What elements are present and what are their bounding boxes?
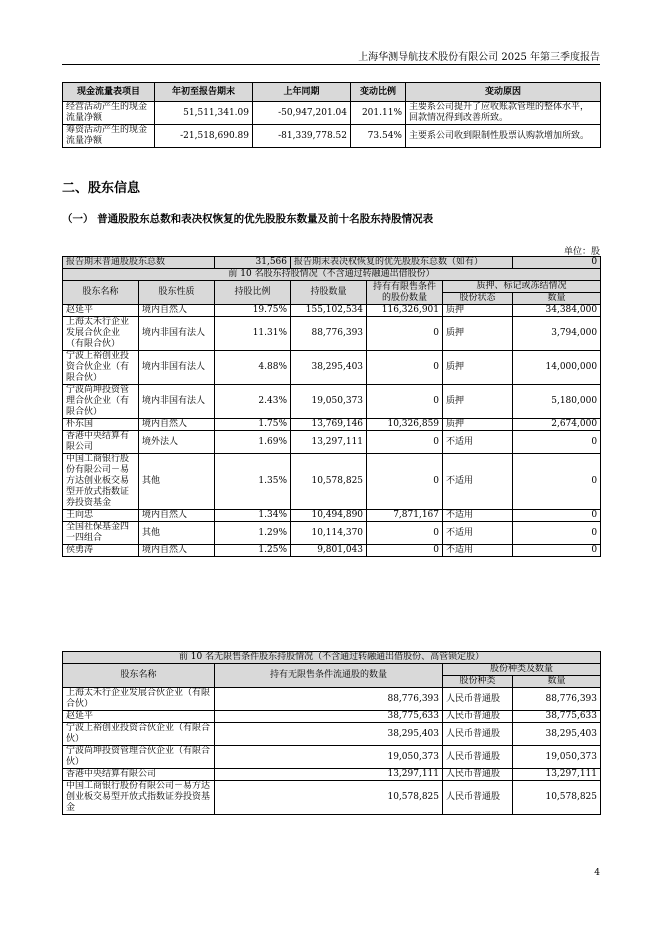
pledge-status: 质押 [443, 419, 513, 431]
shareholder-restricted: 0 [367, 545, 443, 557]
shareholder-restricted: 0 [367, 385, 443, 419]
shareholder-nature: 境内非国有法人 [139, 385, 215, 419]
nr-col-qty: 持有无限售条件流通股的数量 [215, 664, 443, 688]
nr-name: 宁波尚坤投资管理合伙企业（有限合伙） [63, 746, 215, 769]
cf-reason: 主要系公司提升了应收账款管理的整体水平，回款情况得到改善所致。 [406, 102, 601, 125]
nr-type: 人民币普通股 [443, 781, 513, 815]
shareholder-restricted: 0 [367, 351, 443, 385]
nr-type: 人民币普通股 [443, 746, 513, 769]
shareholder-nature: 其他 [139, 522, 215, 545]
pledge-status: 质押 [443, 351, 513, 385]
shareholder-restricted: 7,871,167 [367, 510, 443, 522]
nr-col-amount: 数量 [513, 676, 601, 688]
shareholder-nature: 境内非国有法人 [139, 351, 215, 385]
shareholder-qty: 10,494,890 [291, 510, 367, 522]
pledge-amount: 3,794,000 [513, 317, 601, 351]
unit-label: 单位：股 [563, 247, 600, 257]
table-row [63, 688, 601, 711]
pledge-amount: 2,674,000 [513, 419, 601, 431]
cf-current: 51,511,341.09 [155, 102, 253, 125]
table-row [63, 781, 601, 815]
shareholder-name: 朴东国 [63, 419, 139, 431]
table-row [63, 510, 601, 522]
nr-col-name: 股东名称 [63, 664, 215, 688]
top10-title: 前 10 名股东持股情况（不含通过转融通出借股份） [63, 269, 601, 281]
nr-amount: 38,775,633 [513, 711, 601, 723]
shareholder-nature: 境外法人 [139, 431, 215, 454]
table-row [63, 305, 601, 317]
nr-qty: 10,578,825 [215, 781, 443, 815]
shareholder-qty: 88,776,393 [291, 317, 367, 351]
cf-prior: -81,339,778.52 [253, 125, 351, 148]
nr-name: 香港中央结算有限公司 [63, 769, 215, 781]
pledge-status: 质押 [443, 385, 513, 419]
nr-amount: 38,295,403 [513, 723, 601, 746]
shareholder-ratio: 1.69% [215, 431, 291, 454]
cf-ratio: 201.11% [351, 102, 406, 125]
nr-name: 中国工商银行股份有限公司－易方达创业板交易型开放式指数证券投资基金 [63, 781, 215, 815]
pledge-status: 不适用 [443, 545, 513, 557]
pref-shareholders-label: 报告期末表决权恢复的优先股股东总数（如有） [291, 257, 513, 269]
shareholder-name: 中国工商银行股份有限公司－易方达创业板交易型开放式指数证券投资基金 [63, 454, 139, 510]
shareholder-restricted: 0 [367, 317, 443, 351]
cash-flow-table [62, 82, 601, 148]
shareholder-name: 宁波上裕创业投资合伙企业（有限合伙） [63, 351, 139, 385]
col-qty: 持股数量 [291, 281, 367, 305]
pref-shareholders-value: 0 [513, 257, 601, 269]
table-row [63, 545, 601, 557]
header-rule [62, 64, 600, 65]
cf-ratio: 73.54% [351, 125, 406, 148]
nr-name: 赵延平 [63, 711, 215, 723]
cf-item: 筹资活动产生的现金流量净额 [63, 125, 155, 148]
page-header: 上海华测导航技术股份有限公司 2025 年第三季度报告 [358, 52, 600, 63]
nr-amount: 13,297,111 [513, 769, 601, 781]
pledge-amount: 0 [513, 454, 601, 510]
shareholder-nature: 其他 [139, 454, 215, 510]
pledge-amount: 0 [513, 545, 601, 557]
pledge-amount: 14,000,000 [513, 351, 601, 385]
pledge-amount: 34,384,000 [513, 305, 601, 317]
cf-item: 经营活动产生的现金流量净额 [63, 102, 155, 125]
pledge-amount: 0 [513, 510, 601, 522]
shareholder-nature: 境内自然人 [139, 305, 215, 317]
shareholder-ratio: 19.75% [215, 305, 291, 317]
table-row [63, 125, 601, 148]
nr-col-kind: 股份种类及数量 [443, 664, 601, 676]
nr-qty: 88,776,393 [215, 688, 443, 711]
shareholder-nature: 境内自然人 [139, 545, 215, 557]
shareholder-qty: 155,102,534 [291, 305, 367, 317]
shareholder-name: 上海太禾行企业发展合伙企业（有限合伙） [63, 317, 139, 351]
nr-amount: 88,776,393 [513, 688, 601, 711]
shareholder-restricted: 116,326,901 [367, 305, 443, 317]
nr-amount: 10,578,825 [513, 781, 601, 815]
pledge-amount: 0 [513, 522, 601, 545]
col-amount: 数量 [513, 293, 601, 305]
table-row [63, 454, 601, 510]
nr-qty: 38,775,633 [215, 711, 443, 723]
table-row [63, 385, 601, 419]
nr-type: 人民币普通股 [443, 688, 513, 711]
shareholder-name: 王向忠 [63, 510, 139, 522]
shareholder-name: 侯勇涛 [63, 545, 139, 557]
shareholder-qty: 38,295,403 [291, 351, 367, 385]
col-restricted: 持有有限售条件的股份数量 [367, 281, 443, 305]
shareholder-ratio: 11.31% [215, 317, 291, 351]
shareholder-ratio: 2.43% [215, 385, 291, 419]
cf-col-current: 年初至报告期末 [155, 83, 253, 102]
shareholder-name: 全国社保基金四一四组合 [63, 522, 139, 545]
shareholder-restricted: 0 [367, 454, 443, 510]
shareholder-restricted: 0 [367, 522, 443, 545]
pledge-amount: 0 [513, 431, 601, 454]
shareholder-qty: 13,769,146 [291, 419, 367, 431]
shareholder-ratio: 1.34% [215, 510, 291, 522]
shareholder-qty: 19,050,373 [291, 385, 367, 419]
pledge-status: 不适用 [443, 454, 513, 510]
shareholder-nature: 境内自然人 [139, 419, 215, 431]
nr-type: 人民币普通股 [443, 723, 513, 746]
nr-type: 人民币普通股 [443, 711, 513, 723]
shareholders-table [62, 256, 601, 557]
unrestricted-shareholders-table [62, 651, 601, 815]
col-name: 股东名称 [63, 281, 139, 305]
table-row [63, 317, 601, 351]
nr-type: 人民币普通股 [443, 769, 513, 781]
table-row [63, 723, 601, 746]
cf-current: -21,518,690.89 [155, 125, 253, 148]
col-pledge: 质押、标记或冻结情况 [443, 281, 601, 293]
shareholder-qty: 10,114,370 [291, 522, 367, 545]
unrestricted-title: 前 10 名无限售条件股东持股情况（不含通过转融通出借股份、高管锁定股） [63, 652, 601, 664]
table-row [63, 746, 601, 769]
cf-col-ratio: 变动比例 [351, 83, 406, 102]
shareholder-ratio: 1.35% [215, 454, 291, 510]
total-shareholders-label: 报告期末普通股股东总数 [63, 257, 215, 269]
table-row [63, 522, 601, 545]
shareholder-qty: 9,801,043 [291, 545, 367, 557]
shareholder-ratio: 1.25% [215, 545, 291, 557]
table-row [63, 419, 601, 431]
pledge-status: 不适用 [443, 431, 513, 454]
table-row [63, 351, 601, 385]
col-nature: 股东性质 [139, 281, 215, 305]
nr-name: 宁波上裕创业投资合伙企业（有限合伙） [63, 723, 215, 746]
table-row [63, 431, 601, 454]
pledge-status: 不适用 [443, 510, 513, 522]
shareholder-restricted: 10,326,859 [367, 419, 443, 431]
shareholder-nature: 境内自然人 [139, 510, 215, 522]
shareholder-name: 宁波尚坤投资管理合伙企业（有限合伙） [63, 385, 139, 419]
cf-prior: -50,947,201.04 [253, 102, 351, 125]
shareholder-name: 香港中央结算有限公司 [63, 431, 139, 454]
col-status: 股份状态 [443, 293, 513, 305]
cf-reason: 主要系公司收到限制性股票认购款增加所致。 [406, 125, 601, 148]
section-subtitle: （一） 普通股股东总数和表决权恢复的优先股股东数量及前十名股东持股情况表 [62, 213, 434, 225]
pledge-status: 不适用 [443, 522, 513, 545]
shareholder-ratio: 1.75% [215, 419, 291, 431]
shareholder-qty: 13,297,111 [291, 431, 367, 454]
table-row [63, 102, 601, 125]
shareholder-ratio: 1.29% [215, 522, 291, 545]
pledge-status: 质押 [443, 305, 513, 317]
shareholder-qty: 10,578,825 [291, 454, 367, 510]
section-title: 二、股东信息 [62, 181, 141, 196]
cf-col-prior: 上年同期 [253, 83, 351, 102]
pledge-amount: 5,180,000 [513, 385, 601, 419]
shareholder-restricted: 0 [367, 431, 443, 454]
table-row [63, 711, 601, 723]
shareholder-ratio: 4.88% [215, 351, 291, 385]
pledge-status: 质押 [443, 317, 513, 351]
nr-qty: 19,050,373 [215, 746, 443, 769]
nr-col-type: 股份种类 [443, 676, 513, 688]
nr-amount: 19,050,373 [513, 746, 601, 769]
shareholder-name: 赵延平 [63, 305, 139, 317]
total-shareholders-value: 31,566 [215, 257, 291, 269]
nr-qty: 13,297,111 [215, 769, 443, 781]
col-ratio: 持股比例 [215, 281, 291, 305]
cf-col-item: 现金流量表项目 [63, 83, 155, 102]
nr-qty: 38,295,403 [215, 723, 443, 746]
table-row [63, 769, 601, 781]
cf-col-reason: 变动原因 [406, 83, 601, 102]
shareholder-nature: 境内非国有法人 [139, 317, 215, 351]
nr-name: 上海太禾行企业发展合伙企业（有限合伙） [63, 688, 215, 711]
page-number: 4 [594, 868, 600, 878]
